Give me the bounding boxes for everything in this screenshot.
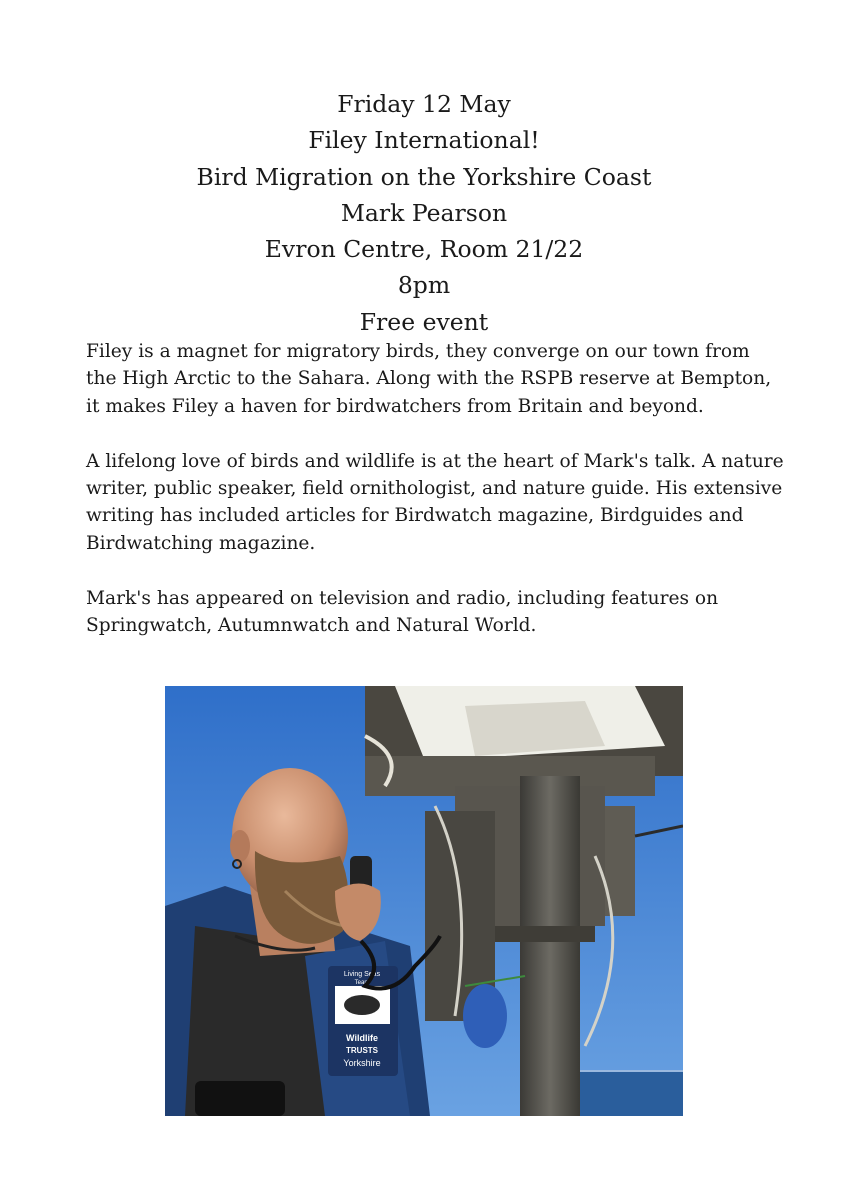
event-time: 8pm <box>397 271 451 300</box>
svg-text:Living Seas: Living Seas <box>343 971 381 978</box>
event-tagline: Filey International! <box>308 126 540 155</box>
description-paragraph-media: Mark's has appeared on television and radio, including features on Springwatch, Autumnwatch and Natural World. <box>86 587 719 637</box>
sea <box>565 1071 683 1116</box>
event-title: Bird Migration on the Yorkshire Coast <box>196 162 652 191</box>
svg-text:Wildlife: Wildlife <box>346 1033 378 1043</box>
speaker-photo <box>165 686 683 1116</box>
event-date: Friday 12 May <box>337 90 511 118</box>
event-description <box>86 338 786 667</box>
svg-text:TRUSTS: TRUSTS <box>346 1046 378 1055</box>
svg-text:Team: Team <box>354 980 370 986</box>
description-paragraph-speaker: A lifelong love of birds and wildlife is at the heart of Mark's talk. A nature writer, public speaker, field ornithologist, and nature guide. His extensive writing has included articles for Birdwatch magazine, Birdguides and Birdwatching magazine. <box>86 450 784 554</box>
speaker-name: Mark Pearson <box>340 198 508 227</box>
description-paragraph-filey: Filey is a magnet for migratory birds, they converge on our town from the High Arctic to the Sahara. Along with the RSPB reserve at Bempton, it makes Filey a haven for birdwatchers from Britain and beyond. <box>86 341 772 417</box>
event-price: Free event <box>359 307 489 336</box>
svg-text:Yorkshire: Yorkshire <box>343 1058 381 1068</box>
event-venue: Evron Centre, Room 21/22 <box>264 235 584 264</box>
event-heading <box>0 86 848 340</box>
